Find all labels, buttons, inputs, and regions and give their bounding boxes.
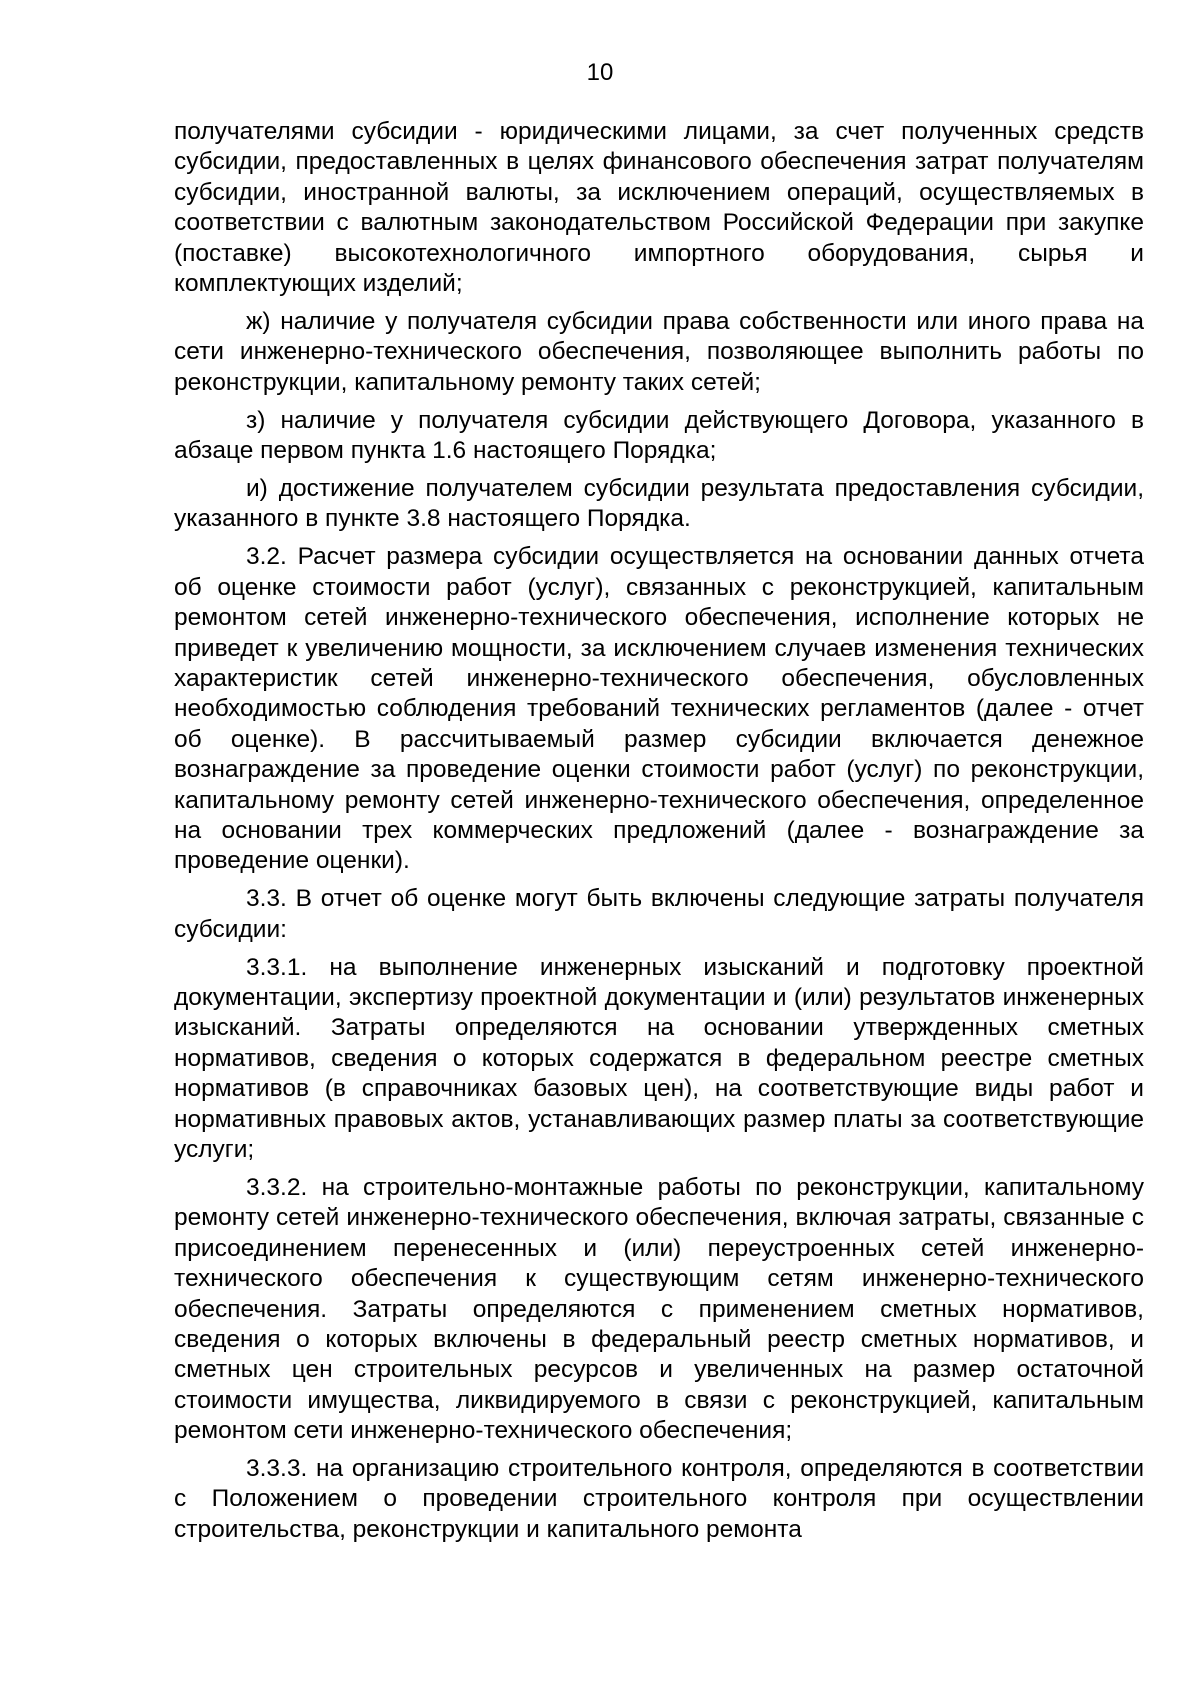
paragraph-3-2: 3.2. Расчет размера субсидии осуществляется на основании данных отчета об оценке стоимости работ (услуг), связанных с реконструкцией, капитальным ремонтом сетей инженерно-технического обеспечения, исполнение которых не приведет к увеличению мощности, за исключением случаев изменения технических характеристик сетей инженерно-технического обеспечения, обусловленных необходимостью соблюдения требований технических регламентов (далее - отчет об оценке). В рассчитываемый размер субсидии включается денежное вознаграждение за проведение оценки стоимости работ (услуг) по реконструкции, капитальному ремонту сетей инженерно-технического обеспечения, определенное на основании трех коммерческих предложений (далее - вознаграждение за проведение оценки). — [174, 543, 1144, 875]
paragraph-3-3-1: 3.3.1. на выполнение инженерных изысканий и подготовку проектной документации, экспертизу проектной документации и (или) результатов инженерных изысканий. Затраты определяются на основании утвержденных сметных нормативов, сведения о которых содержатся в федеральном реестре сметных нормативов (в справочниках базовых цен), на соответствующие виды работ и нормативных правовых актов, устанавливающих размер платы за соответствующие услуги; — [174, 953, 1144, 1163]
paragraph-3-3: 3.3. В отчет об оценке могут быть включены следующие затраты получателя субсидии: — [174, 885, 1144, 943]
document-body — [174, 117, 1144, 1553]
paragraph-3-3-2: 3.3.2. на строительно-монтажные работы по реконструкции, капитальному ремонту сетей инженерно-технического обеспечения, включая затраты, связанные с присоединением перенесенных и (или) переустроенных сетей инженерно-технического обеспечения к существующим сетям инженерно-технического обеспечения. Затраты определяются с применением сметных нормативов, сведения о которых включены в федеральный реестр сметных нормативов, и сметных цен строительных ресурсов и увеличенных на размер остаточной стоимости имущества, ликвидируемого в связи с реконструкцией, капитальным ремонтом сети инженерно-технического обеспечения; — [174, 1173, 1144, 1445]
paragraph-item-zh: ж) наличие у получателя субсидии права собственности или иного права на сети инженерно-технического обеспечения, позволяющее выполнить работы по реконструкции, капитальному ремонту таких сетей; — [174, 307, 1144, 396]
page-number: 10 — [586, 59, 614, 86]
paragraph-continuation: получателями субсидии - юридическими лицами, за счет полученных средств субсидии, предоставленных в целях финансового обеспечения затрат получателям субсидии, иностранной валюты, за исключением операций, осуществляемых в соответствии с валютным законодательством Российской Федерации при закупке (поставке) высокотехнологичного импортного оборудования, сырья и комплектующих изделий; — [174, 118, 1144, 298]
paragraph-item-i: и) достижение получателем субсидии результата предоставления субсидии, указанного в пункте 3.8 настоящего Порядка. — [174, 474, 1144, 533]
paragraph-3-3-3: 3.3.3. на организацию строительного контроля, определяются в соответствии с Положением о проведении строительного контроля при осуществлении строительства, реконструкции и капитального ремонта — [174, 1455, 1144, 1543]
paragraph-item-z: з) наличие у получателя субсидии действующего Договора, указанного в абзаце первом пункта 1.6 настоящего Порядка; — [174, 406, 1144, 465]
